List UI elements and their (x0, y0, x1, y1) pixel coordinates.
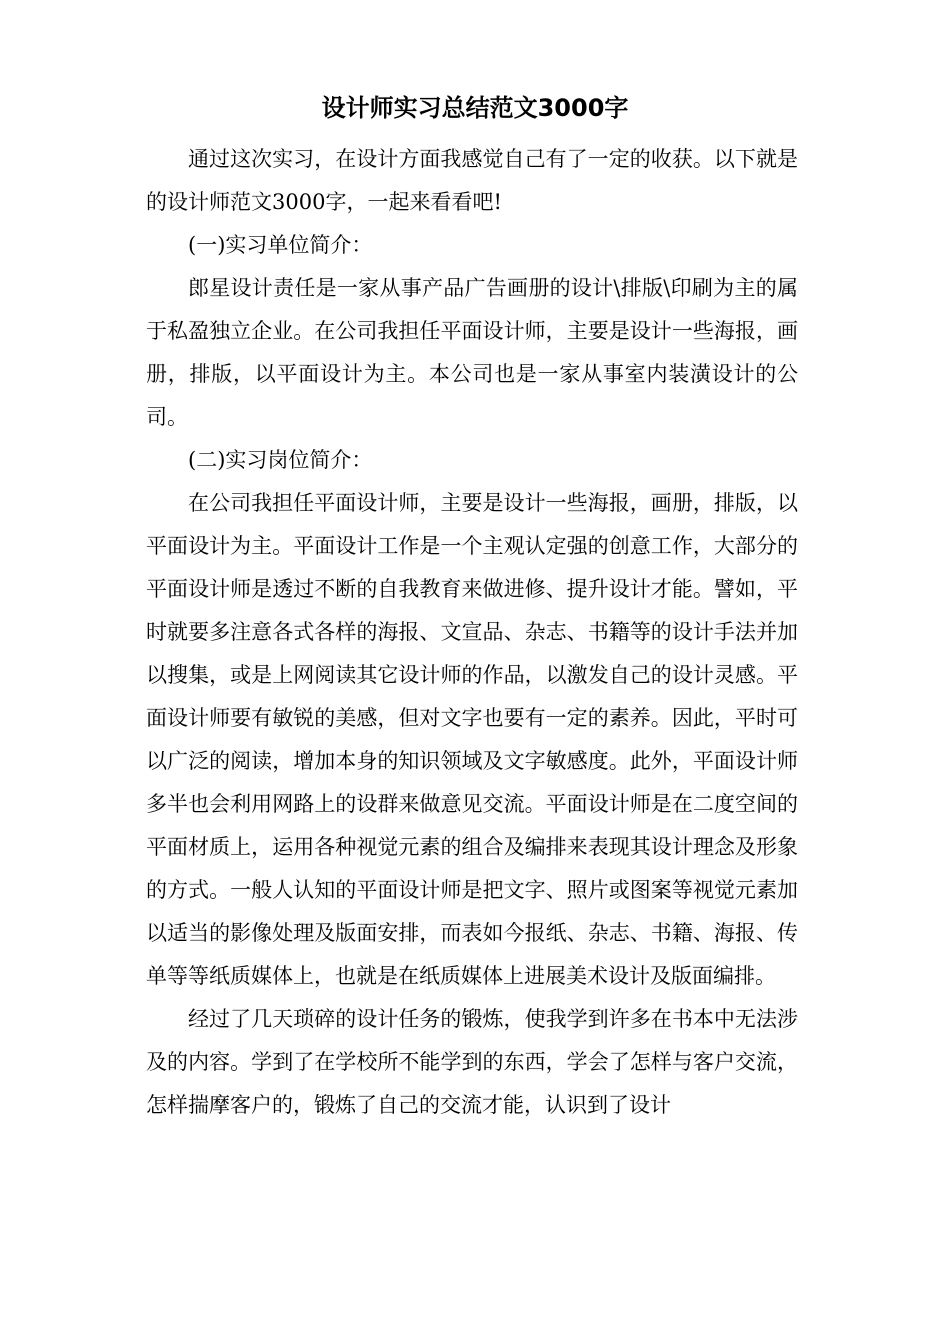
paragraph-company: 郎星设计责任是一家从事产品广告画册的设计\排版\印刷为主的属于私盈独立企业。在公司我担任平面设计师，主要是设计一些海报，画册，排版，以平面设计为主。本公司也是一家从事室内装潢设计的公司。 (146, 276, 798, 429)
paragraph-experience: 经过了几天琐碎的设计任务的锻炼，使我学到许多在书本中无法涉及的内容。学到了在学校所不能学到的东西，学会了怎样与客户交流，怎样揣摩客户的，锻炼了自己的交流才能，认识到了设计 (146, 1007, 798, 1117)
document-title: 设计师实习总结范文3000字 (321, 94, 629, 122)
section-heading-company: (一)实习单位简介： (188, 233, 373, 257)
paragraph-intro: 通过这次实习，在设计方面我感觉自己有了一定的收获。以下就是的设计师范文3000字，一起来看看吧! (146, 147, 798, 214)
paragraph-position: 在公司我担任平面设计师，主要是设计一些海报，画册，排版，以平面设计为主。平面设计工作是一个主观认定强的创意工作，大部分的平面设计师是透过不断的自我教育来做进修、提升设计才能。譬如，平时就要多注意各式各样的海报、文宣品、杂志、书籍等的设计手法并加以搜集，或是上网阅读其它设计师的作品，以激发自己的设计灵感。平面设计师要有敏锐的美感，但对文字也要有一定的素养。因此，平时可以广泛的阅读，增加本身的知识领域及文字敏感度。此外，平面设计师多半也会利用网路上的设群来做意见交流。平面设计师是在二度空间的平面材质上，运用各种视觉元素的组合及编排来表现其设计理念及形象的方式。一般人认知的平面设计师是把文字、照片或图案等视觉元素加以适当的影像处理及版面安排，而表如今报纸、杂志、书籍、海报、传单等等纸质媒体上，也就是在纸质媒体上进展美术设计及版面编排。 (146, 491, 798, 988)
document-body (146, 138, 798, 1127)
section-heading-position: (二)实习岗位简介： (188, 448, 373, 472)
